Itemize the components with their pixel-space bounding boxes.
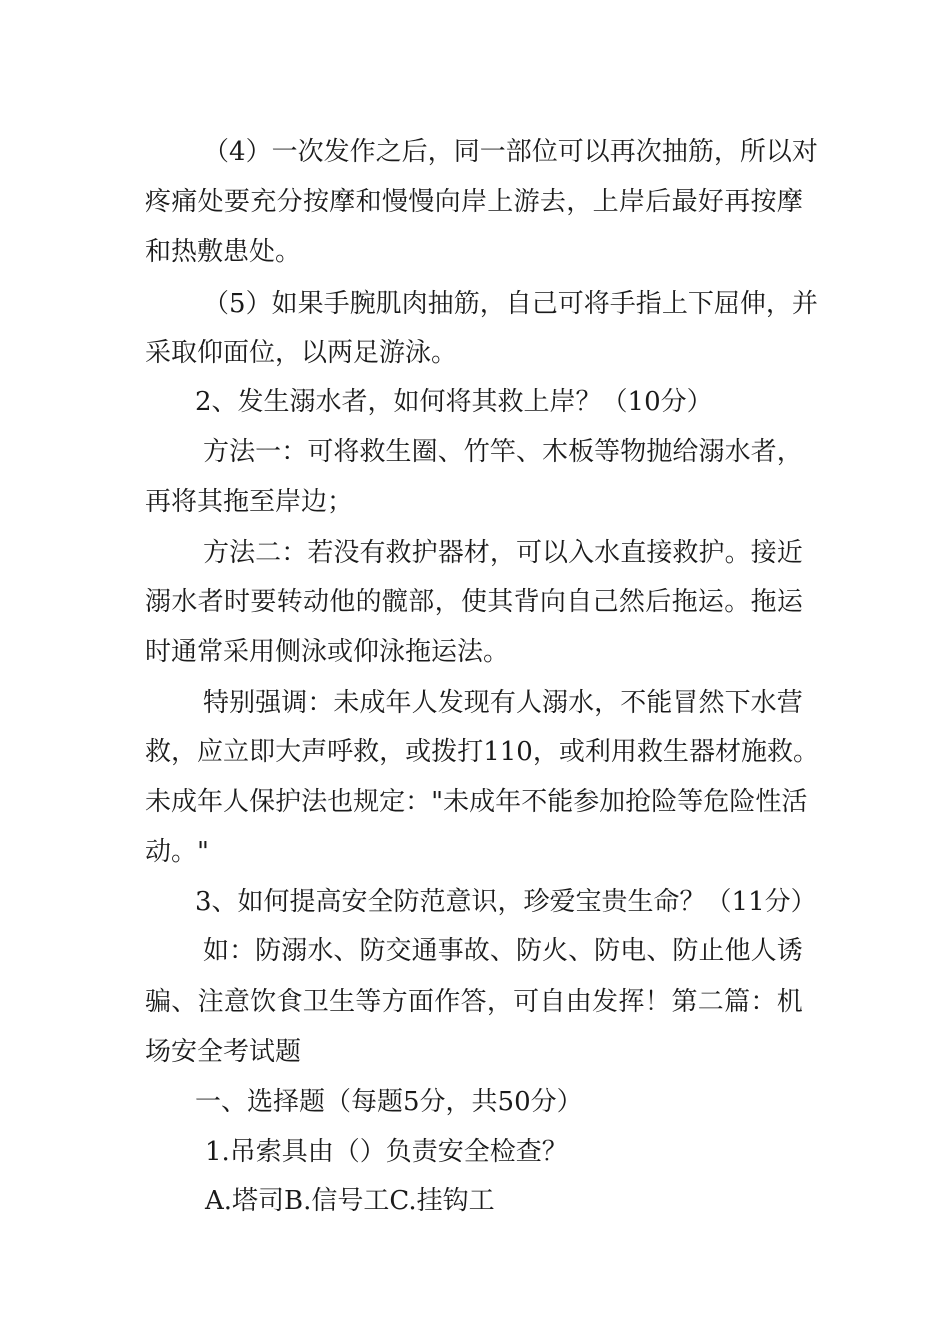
text-line: （ 5 ） 如 果 手 腕 肌 肉 抽 筋 ， 自 己 可 将 手 指 上 下 屈 伸 ， 并 (203, 289, 818, 319)
text-line: 骗 、 注 意 饮 食 卫 生 等 方 面 作 答 ， 可 自 由 发 挥 ！ 第 二 篇 ： 机 (145, 987, 803, 1017)
text-line: 疼 痛 处 要 充 分 按 摩 和 慢 慢 向 岸 上 游 去 ， 上 岸 后 最 好 再 按 摩 (145, 187, 803, 217)
text-line: 未 成 年 人 保 护 法 也 规 定 ： " 未 成 年 不 能 参 加 抢 险 等 危 险 性 活 (145, 787, 808, 817)
question-heading: 2、发生溺水者，如何将其救上岸？（10分） (195, 387, 713, 417)
question-line: 1.吊索具由（）负责安全检查？ (205, 1137, 568, 1167)
text-line: 溺 水 者 时 要 转 动 他 的 髋 部 ， 使 其 背 向 自 己 然 后 拖 运 。 拖 运 (145, 587, 803, 617)
text-line: 时通常采用侧泳或仰泳拖运法。 (145, 637, 510, 667)
text-line: 特 别 强 调 ： 未 成 年 人 发 现 有 人 溺 水 ， 不 能 冒 然 下 水 营 (203, 688, 803, 718)
text-line: 和热敷患处。 (145, 237, 302, 267)
text-line: 如 ： 防 溺 水 、 防 交 通 事 故 、 防 火 、 防 电 、 防 止 他 人 诱 (203, 936, 803, 966)
text-line: 救 ， 应 立 即 大 声 呼 救 ， 或 拨 打 110 ， 或 利 用 救 生 器 材 施 救 。 (145, 737, 820, 767)
section-heading: 一、选择题（每题5分，共50分） (195, 1087, 583, 1117)
text-line: 方 法 二 ： 若 没 有 救 护 器 材 ， 可 以 入 水 直 接 救 护 。 接 近 (203, 538, 803, 568)
options-line: A.塔司B.信号工C.挂钩工 (205, 1186, 495, 1216)
text-line: 场安全考试题 (145, 1037, 302, 1067)
question-heading: 3、如何提高安全防范意识，珍爱宝贵生命？（11分） (195, 887, 817, 917)
text-line: 采取仰面位，以两足游泳。 (145, 338, 458, 368)
text-line: 方 法 一 ： 可 将 救 生 圈 、 竹 竿 、 木 板 等 物 抛 给 溺 水 者 ， (203, 437, 803, 467)
text-line: 再将其拖至岸边； (145, 487, 354, 517)
text-line: 动。" (145, 837, 209, 867)
text-line: （ 4 ） 一 次 发 作 之 后 ， 同 一 部 位 可 以 再 次 抽 筋 ， 所 以 对 (203, 137, 818, 167)
